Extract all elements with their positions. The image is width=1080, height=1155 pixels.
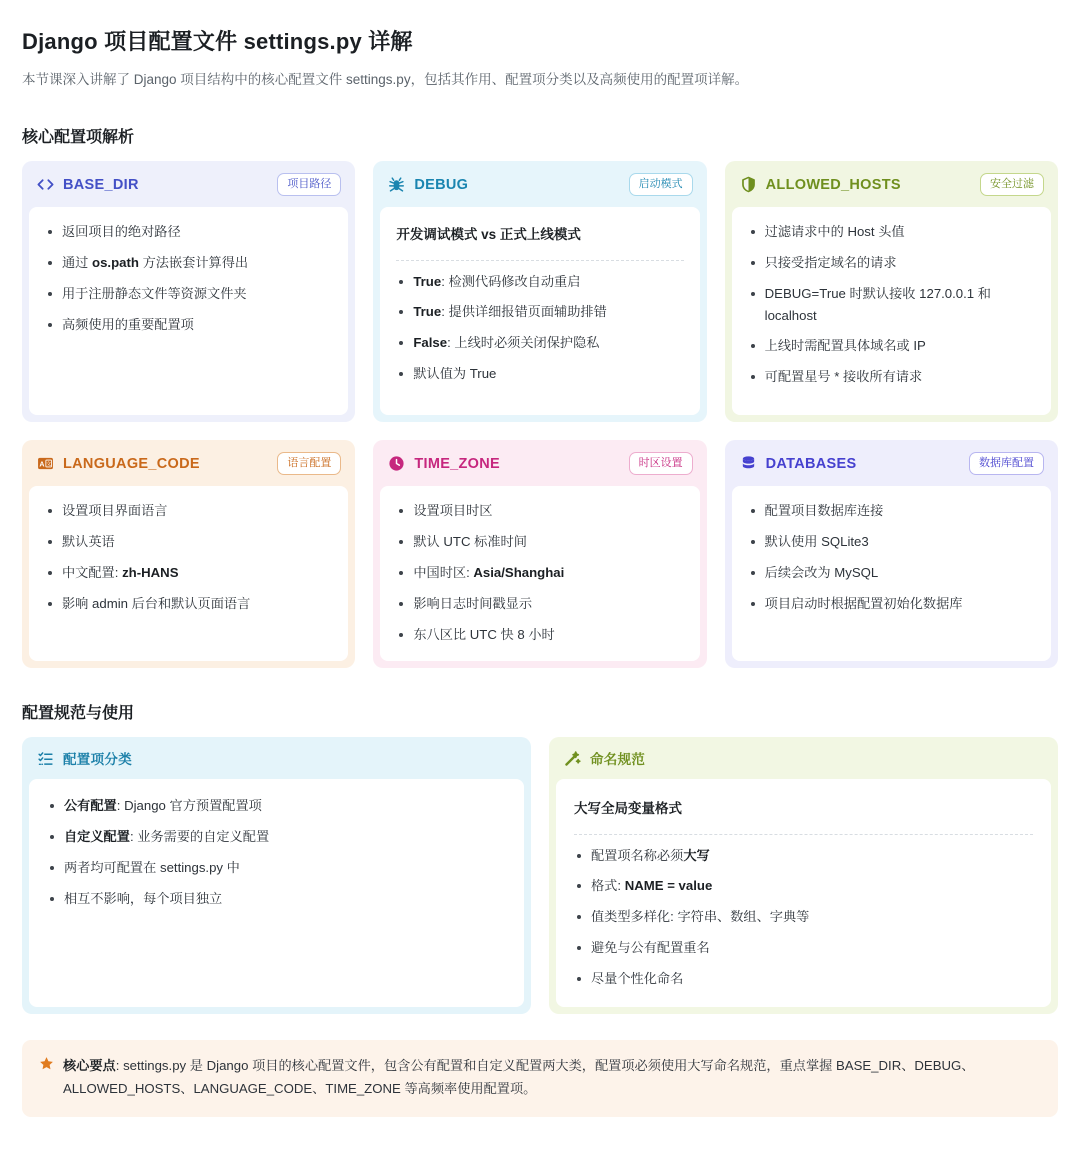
- card-naming-convention: [549, 737, 1058, 1014]
- card-subheading: 开发调试模式 vs 正式上线模式: [396, 227, 581, 243]
- card-header-left: [37, 748, 132, 768]
- list-item: DEBUG=True 时默认接收 127.0.0.1 和 localhost: [748, 283, 1035, 327]
- list-item: 值类型多样化: 字符串、数组、字典等: [574, 906, 1033, 928]
- list-item: 两者均可配置在 settings.py 中: [47, 857, 506, 879]
- list-item: 上线时需配置具体域名或 IP: [748, 335, 1035, 357]
- list-item: 可配置星号 * 接收所有请求: [748, 366, 1035, 388]
- status-badge: 语言配置: [277, 452, 341, 475]
- card-body: [29, 207, 348, 415]
- list-item: 默认英语: [45, 531, 332, 553]
- bullet-list: [748, 221, 1035, 388]
- card-databases: [725, 440, 1058, 668]
- key-points-callout: [22, 1040, 1058, 1116]
- list-item: 避免与公有配置重名: [574, 937, 1033, 959]
- svg-text:A: A: [39, 460, 45, 469]
- status-badge: 时区设置: [629, 452, 693, 475]
- star-icon: [39, 1056, 54, 1076]
- list-checks-icon: [37, 750, 54, 767]
- card-header-left: [740, 455, 857, 472]
- card-title: 命名规范: [590, 752, 646, 768]
- card-language-code: [22, 440, 355, 668]
- card-title: ALLOWED_HOSTS: [765, 176, 901, 193]
- bullet-list: [45, 221, 332, 335]
- core-cards-grid: [22, 161, 1058, 668]
- card-time-zone: [373, 440, 706, 668]
- list-item: 影响 admin 后台和默认页面语言: [45, 593, 332, 615]
- list-item: 通过 os.path 方法嵌套计算得出: [45, 252, 332, 274]
- card-title: LANGUAGE_CODE: [63, 455, 200, 472]
- bullet-list: [396, 500, 683, 645]
- bullet-list: [45, 500, 332, 614]
- card-header: [725, 161, 1058, 207]
- bug-icon: [388, 176, 405, 193]
- list-item: 设置项目界面语言: [45, 500, 332, 522]
- card-body: [380, 486, 699, 661]
- list-item: True: 提供详细报错页面辅助排错: [396, 301, 683, 323]
- card-header-left: [37, 176, 139, 193]
- card-header: [22, 737, 531, 779]
- list-item: 高频使用的重要配置项: [45, 314, 332, 336]
- list-item: 默认使用 SQLite3: [748, 531, 1035, 553]
- list-item: 中国时区: Asia/Shanghai: [396, 562, 683, 584]
- card-body: [732, 486, 1051, 661]
- card-title: BASE_DIR: [63, 176, 139, 193]
- card-body: [380, 207, 699, 415]
- list-item: 返回项目的绝对路径: [45, 221, 332, 243]
- status-badge: 数据库配置: [969, 452, 1044, 475]
- card-header: [549, 737, 1058, 779]
- card-header: [725, 440, 1058, 486]
- bullet-list: [396, 271, 683, 385]
- card-header: [373, 440, 706, 486]
- card-header: [373, 161, 706, 207]
- languages-icon: [37, 455, 54, 472]
- card-debug: [373, 161, 706, 422]
- divider: [574, 834, 1033, 835]
- list-item: 公有配置: Django 官方预置配置项: [47, 795, 506, 817]
- code-icon: [37, 176, 54, 193]
- card-header: [22, 161, 355, 207]
- list-item: 配置项名称必须大写: [574, 845, 1033, 867]
- card-title: 配置项分类: [63, 752, 132, 768]
- list-item: 相互不影响，每个项目独立: [47, 888, 506, 910]
- bullet-list: [748, 500, 1035, 614]
- card-title: DATABASES: [765, 455, 857, 472]
- page-subtitle: 本节课深入讲解了 Django 项目结构中的核心配置文件 settings.py，包括其作用、配置项分类以及高频使用的配置项详解。: [22, 71, 749, 87]
- clock-icon: [388, 455, 405, 472]
- list-item: 东八区比 UTC 快 8 小时: [396, 624, 683, 646]
- callout-label: 核心要点: [63, 1058, 116, 1074]
- list-item: 项目启动时根据配置初始化数据库: [748, 593, 1035, 615]
- list-item: 后续会改为 MySQL: [748, 562, 1035, 584]
- card-subheading: 大写全局变量格式: [574, 801, 682, 817]
- card-header-left: [37, 455, 200, 472]
- section-title-core: 核心配置项解析: [22, 129, 135, 147]
- list-item: 影响日志时间戳显示: [396, 593, 683, 615]
- spec-cards-grid: [22, 737, 1058, 1014]
- card-header-left: [740, 176, 901, 193]
- list-item: 格式: NAME = value: [574, 875, 1033, 897]
- list-item: 默认 UTC 标准时间: [396, 531, 683, 553]
- status-badge: 项目路径: [277, 173, 341, 196]
- status-badge: 启动模式: [629, 173, 693, 196]
- wand-icon: [564, 750, 581, 767]
- card-config-categories: [22, 737, 531, 1014]
- card-header-left: [388, 455, 500, 472]
- card-title: TIME_ZONE: [414, 455, 501, 472]
- card-base-dir: [22, 161, 355, 422]
- card-body: [29, 779, 524, 1007]
- list-item: 自定义配置: 业务需要的自定义配置: [47, 826, 506, 848]
- list-item: 默认值为 True: [396, 363, 683, 385]
- list-item: 只接受指定域名的请求: [748, 252, 1035, 274]
- status-badge: 安全过滤: [980, 173, 1044, 196]
- list-item: 中文配置: zh-HANS: [45, 562, 332, 584]
- card-header-left: [388, 176, 468, 193]
- section-title-spec: 配置规范与使用: [22, 705, 135, 723]
- card-header-left: [564, 748, 645, 768]
- svg-text:文: 文: [46, 461, 52, 468]
- card-header: [22, 440, 355, 486]
- bullet-list: [574, 845, 1033, 990]
- card-body: [732, 207, 1051, 415]
- list-item: 尽量个性化命名: [574, 968, 1033, 990]
- shield-icon: [740, 176, 757, 193]
- page-title: Django 项目配置文件 settings.py 详解: [22, 29, 413, 54]
- list-item: 设置项目时区: [396, 500, 683, 522]
- callout-text: [63, 1055, 1040, 1100]
- list-item: 过滤请求中的 Host 头值: [748, 221, 1035, 243]
- list-item: False: 上线时必须关闭保护隐私: [396, 332, 683, 354]
- bullet-list: [47, 795, 506, 909]
- card-allowed-hosts: [725, 161, 1058, 422]
- card-body: [556, 779, 1051, 1007]
- list-item: 配置项目数据库连接: [748, 500, 1035, 522]
- database-icon: [740, 455, 757, 472]
- card-body: [29, 486, 348, 661]
- divider: [396, 260, 683, 261]
- list-item: True: 检测代码修改自动重启: [396, 271, 683, 293]
- callout-body: : settings.py 是 Django 项目的核心配置文件，包含公有配置和自定义配置两大类，配置项必须使用大写命名规范，重点掌握 BASE_DIR、DEBUG、ALLOWED_HOSTS、LANGUAGE_CODE、TIME_ZONE 等高频率使用配置项。: [63, 1058, 975, 1097]
- list-item: 用于注册静态文件等资源文件夹: [45, 283, 332, 305]
- card-title: DEBUG: [414, 176, 469, 193]
